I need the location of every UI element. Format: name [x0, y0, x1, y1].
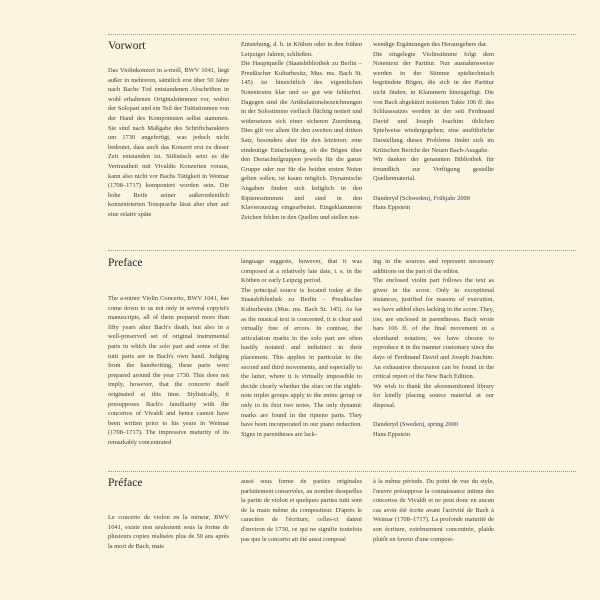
section-divider [108, 471, 576, 472]
section-heading-vorwort: Vorwort [108, 40, 146, 52]
vorwort-column-1: Das Violinkonzert in a-moll, BWV 1041, liegt außer in mehreren, sämtlich erst über 50 Jahre nach Bachs Tod entstandenen Abschriften in wohl erhaltenen Originalstimmen vor, wobei der Solopart und ein Teil der Tuttistimmen von der Hand des Komponisten selbst stammen. Sie sind nach Maßgabe des Schriftcharakters um 1730 angefertigt, was jedoch nicht bedeutet, dass auch das Konzert erst zu dieser Zeit entstanden ist. Stilistisch setzt es die Vertrautheit mit Vivaldis Konzerten voraus, kann also nicht vor Bachs Tätigkeit in Weimar (1708–1717) komponiert worden sein. Die hohe Reife seiner außerordentlich konzentrierten Tonsprache lässt aber eher auf eine relativ späte [108, 67, 229, 218]
section-heading-preface: Preface [108, 257, 143, 269]
section-divider [108, 250, 576, 251]
preface-fr-column-1: Le concerto de violon en la mineur, BWV 1041, existe non seulement sous la forme de plusieurs copies réalisées plus de 50 ans après la mort de Bach, mais [108, 514, 229, 550]
preface-fr-column-3: à la même période. Du point de vue du style, l'œuvre présuppose la connaissance intime des concertos de Vivaldi et ne peut donc en aucun cas avoir été écrite avant l'activité de Bach à Weimar (1708–1717). La profonde maturité de son écriture, extrêmement concentrée, plaide plutôt en faveur d'une composi- [373, 478, 494, 543]
preface-column-3: ing in the sources and represent necessary additions on the part of the editor. The enclosed violin part follows the text as given in the score. Only in exceptional instances, justified for reasons of execution, we have added slurs lacking in the score. They, too, are enclosed in parentheses. Bach wrote bars 106 ff. of the final movement in a shorthand notation; we have chosen to reproduce it in the manner customary since the days of Ferdinand David and Joseph Joachim. An exhaustive discussion can be found in the critical report of the New Bach Edition. We wish to thank the aforementioned library for kindly placing source material at our disposal. Danderyd (Sweden), spring 2000 Hans Eppstein [373, 258, 494, 438]
section-divider [108, 34, 576, 35]
preface-fr-column-2: aussi sous forme de parties originales parfaitement conservées, au nombre desquelles la partie de violon et quelques parties tutti sont de la main même du compositeur. D'après le caractère de l'écriture, celles-ci datent d'environ de 1730, ce qui ne signifie toutefois pas que le concerto ait été aussi composé [241, 478, 362, 543]
vorwort-column-2: Entstehung, d. h. in Köthen oder in den frühen Leipziger Jahren, schließen. Die Hauptquelle (Staatsbibliothek zu Berlin – Preußischer Kulturbesitz, Mus. ms. Bach St. 145) ist hinsichtlich des eigentlichen Notentextes klar und so gut wie fehlerfrei. Dagegen sind die Artikulationsbezeichnungen in der Solostimme vielfach flüchtig notiert und widersetzen sich einer sicheren Zuordnung. Dies gilt vor allem für den zweiten und dritten Satz, besonders aber für den letzteren: eine eindeutige Entscheidung, ob die Bögen über den Dreiachtelgruppen jeweils für die ganze Gruppe oder nur für die beiden ersten Noten gelten sollen, ist kaum möglich. Dynamische Angaben finden sich lediglich in den Ripienostimmen und sind in den Klavierauszug eingearbeitet. Eingeklammerte Zeichen fehlen in den Quellen und stellen not- [241, 41, 362, 221]
vorwort-column-3: wendige Ergänzungen des Herausgebers dar. Die eingelegte Violinstimme folgt dem Notentext der Partitur. Nur ausnahmsweise werden in der Stimme spieltechnisch begründete Bögen, die sich in der Partitur nicht finden, in Klammern hinzugefügt. Die von Bach abgekürzt notierten Takte 106 ff. des Schlusssatzes werden in der seit Ferdinand David und Joseph Joachim üblichen Spielweise wiedergegeben; eine ausführliche Darstellung dieses Problems findet sich im Kritischen Bericht der Neuen Bach-Ausgabe. Wir danken der genannten Bibliothek für freundlich zur Verfügung gestellte Quellenmaterial. Danderyd (Schweden), Frühjahr 2000 Hans Eppstein [373, 41, 494, 212]
preface-column-2: language suggests, however, that it was composed at a relatively late date, i. e. in the Köthen or early Leipzig period. The principal source is located today at the Staatsbibliothek zu Berlin – Preußischer Kulturbesitz (Mus. ms. Bach St. 145). As far as the musical text is concerned, it is clear and virtually free of errors. In contrast, the articulation marks in the solo part are often hastily notated and indistinct in their placement. This applies in particular to the second and third movements, and especially to the latter, where it is virtually impossible to decide clearly whether the slurs on the eighth-note triplet groups apply to the entire group or only to its first two notes. The only dynamic marks are found in the ripieno parts. They have been incorporated in our piano reduction. Signs in parentheses are lack- [241, 258, 362, 438]
preface-column-1: The a-minor Violin Concerto, BWV 1041, has come down to us not only in several copyist's manuscripts, all of them prepared more than fifty years after Bach's death, but also in a well-preserved set of original instrumental parts in which the solo part and some of the tutti parts are in Bach's own hand. Judging from the handwriting, these parts were prepared around the year 1730. This does not imply, however, that the concerto itself originated at this time. Stylistically, it presupposes Bach's familiarity with the concertos of Vivaldi and hence cannot have been written prior to his years in Weimar (1708–1717). The impressive maturity of its remarkably concentrated [108, 295, 229, 446]
section-heading-preface-fr: Préface [108, 477, 143, 489]
